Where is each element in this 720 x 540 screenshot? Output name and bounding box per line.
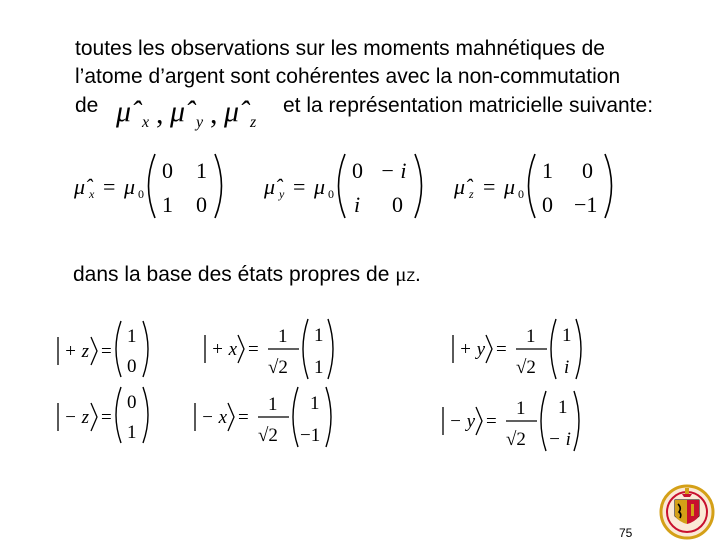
equals-sign: = [483, 174, 496, 199]
mu-y-matrix-equation [262, 150, 432, 225]
right-paren [415, 154, 422, 218]
cell-1-0: 1 [162, 192, 173, 217]
equals-sign: = [496, 339, 507, 360]
right-paren [326, 387, 331, 447]
ket-label: + x [211, 339, 238, 360]
subscript-0: 0 [518, 187, 524, 201]
basis-subscript: Z [406, 268, 416, 284]
vector-bottom: 1 [127, 422, 137, 443]
left-paren [116, 321, 121, 377]
vector-top: 1 [310, 393, 320, 414]
university-seal-icon [655, 482, 719, 540]
equals-sign: = [238, 407, 249, 428]
left-paren [551, 319, 556, 379]
paragraph-line-1: toutes les observations sur les moments mahnétiques de [75, 37, 605, 60]
equals-sign: = [101, 407, 112, 428]
right-paren [328, 319, 333, 379]
ket-minus-x-equation [192, 383, 342, 451]
right-paren [574, 391, 579, 451]
mu-hat: μ̂ [74, 174, 86, 199]
vector-bottom: − i [548, 429, 571, 450]
paragraph-line-3-end: et la représentation matricielle suivante: [283, 94, 654, 117]
left-paren [116, 387, 121, 443]
ket-angle [91, 337, 97, 365]
paragraph-line-3-start: de [75, 94, 99, 117]
mu-hat: μ̂ [454, 174, 466, 199]
ket-plus-z-equation [55, 317, 155, 381]
cell-1-1: 0 [392, 192, 403, 217]
cell-1-1: 0 [196, 192, 207, 217]
operators-list [112, 85, 282, 135]
ket-plus-x-equation [202, 315, 342, 383]
ket-angle [91, 403, 97, 431]
basis-end: . [415, 263, 421, 286]
right-paren [576, 319, 581, 379]
right-paren [143, 387, 148, 443]
page-number: 75 [619, 526, 633, 540]
ket-angle [238, 335, 244, 363]
vector-top: 1 [314, 325, 324, 346]
right-paren [605, 154, 612, 218]
cell-0-1: − i [380, 158, 407, 183]
equals-sign: = [248, 339, 259, 360]
vector-bottom: 0 [127, 356, 137, 377]
vector-top: 0 [127, 392, 137, 413]
subscript-0: 0 [138, 187, 144, 201]
cell-0-1: 0 [582, 158, 593, 183]
ket-plus-y-equation [450, 315, 590, 383]
mu-z-hat: μ̂ [224, 95, 240, 128]
mu-zero: μ [124, 174, 136, 199]
comma-1: , [156, 97, 164, 130]
fraction-denominator: √2 [258, 425, 278, 446]
fraction-denominator: √2 [506, 429, 526, 450]
vector-bottom: 1 [314, 357, 324, 378]
subscript-x: x [89, 187, 95, 201]
vector-bottom: −1 [300, 425, 321, 446]
vector-top: 1 [558, 397, 568, 418]
ket-angle [486, 335, 492, 363]
fraction-numerator: 1 [268, 394, 278, 415]
left-paren [541, 391, 546, 451]
ket-minus-z-equation [55, 383, 155, 447]
mu-x-matrix-equation [72, 150, 232, 225]
ket-label: − x [201, 407, 228, 428]
fraction-numerator: 1 [516, 398, 526, 419]
vector-top: 1 [127, 326, 137, 347]
right-paren [143, 321, 148, 377]
equals-sign: = [101, 341, 112, 362]
cell-0-0: 0 [352, 158, 363, 183]
ket-angle [228, 403, 234, 431]
cell-1-0: 0 [542, 192, 553, 217]
subscript-0: 0 [328, 187, 334, 201]
cell-0-0: 1 [542, 158, 553, 183]
left-paren [339, 154, 346, 218]
mu-hat: μ̂ [264, 174, 276, 199]
left-paren [303, 319, 308, 379]
left-paren [529, 154, 536, 218]
ket-label: − z [64, 407, 89, 428]
equals-sign: = [293, 174, 306, 199]
fraction-numerator: 1 [526, 326, 536, 347]
equals-sign: = [103, 174, 116, 199]
ket-label: + y [459, 339, 486, 360]
paragraph-line-2: l’atome d’argent sont cohérentes avec la non-commutation [75, 65, 621, 88]
comma-2: , [210, 97, 218, 130]
fraction-denominator: √2 [268, 357, 288, 378]
ket-angle [476, 407, 482, 435]
vector-bottom: i [564, 357, 570, 378]
right-paren [215, 154, 222, 218]
vector-top: 1 [562, 325, 572, 346]
cell-1-1: −1 [574, 192, 598, 217]
ket-label: + z [64, 341, 89, 362]
cell-0-0: 0 [162, 158, 173, 183]
mu-y-subscript: y [196, 114, 204, 131]
left-paren [293, 387, 298, 447]
mu-z-subscript: z [250, 114, 257, 131]
mu-y-hat: μ̂ [170, 95, 186, 128]
cell-1-0: i [354, 192, 361, 217]
fraction-denominator: √2 [516, 357, 536, 378]
equals-sign: = [486, 411, 497, 432]
ket-label: − y [449, 411, 476, 432]
left-paren [149, 154, 156, 218]
mu-zero: μ [314, 174, 326, 199]
mu-x-hat: μ̂ [116, 95, 132, 128]
mu-zero: μ [504, 174, 516, 199]
basis-mu-symbol: μ [395, 262, 407, 286]
mu-z-matrix-equation [452, 150, 622, 225]
basis-text: dans la base des états propres de [73, 263, 396, 286]
mu-x-subscript: x [142, 114, 150, 131]
cell-0-1: 1 [196, 158, 207, 183]
fraction-numerator: 1 [278, 326, 288, 347]
subscript-z: z [469, 187, 474, 201]
subscript-y: y [279, 187, 285, 201]
basis-sentence [73, 262, 421, 288]
ket-minus-y-equation [440, 387, 590, 455]
